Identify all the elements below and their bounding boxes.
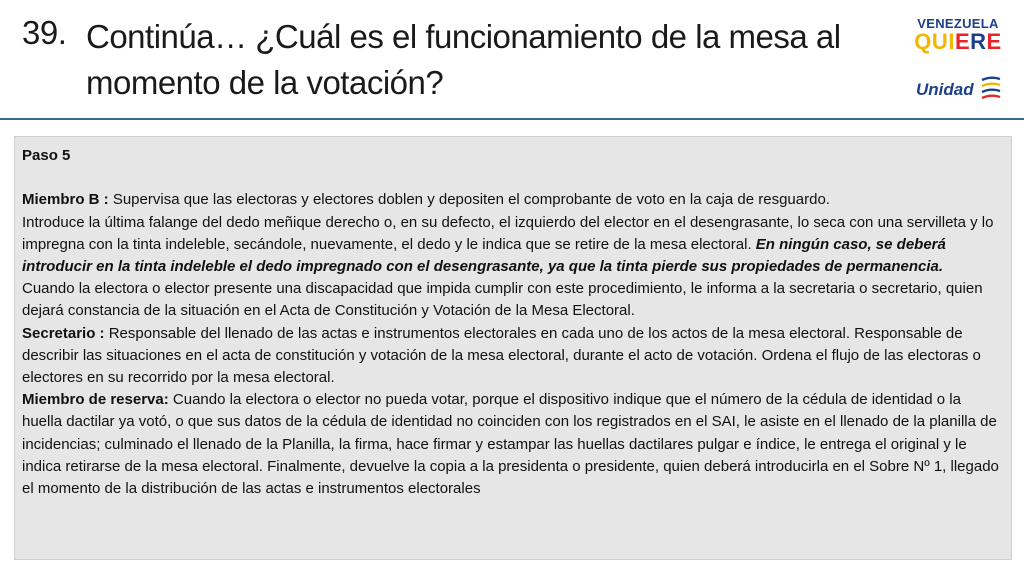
blank-line — [22, 167, 1004, 189]
logo-quiere-text: QUIERE — [914, 29, 1002, 54]
logo-venezuela-text: VENEZUELA — [917, 16, 999, 31]
content-box — [14, 136, 1012, 560]
step-heading: Paso 5 — [22, 147, 71, 164]
reserva-label: Miembro de reserva: — [22, 391, 169, 409]
logo-stripes-icon — [980, 76, 1002, 106]
venezuela-quiere-unidad-logo — [908, 16, 1008, 110]
reserva-paragraph — [22, 389, 1004, 500]
miembro-b-text: Supervisa que las electoras y electores doblen y depositen el comprobante de voto en la caja de resguardo. — [108, 191, 830, 209]
header-divider — [0, 118, 1024, 120]
slide-title: Continúa… ¿Cuál es el funcionamiento de la mesa al momento de la votación? — [86, 18, 841, 101]
secretario-paragraph — [22, 323, 1004, 390]
desengrasante-text: Introduce la última falange del dedo meñique derecho o, en su defecto, el izquierdo del elector en el desengrasante, lo seca con una servilleta y lo impregna con la tinta indeleble, secándole, nuevamente, el dedo y le indica que se retire de la mesa electoral. — [22, 213, 994, 253]
emphasis-warning: En ningún caso, se deberá introducir en la tinta indeleble el dedo impregnado con el desengrasante, ya que la tinta pierde sus propiedades de permanencia. — [22, 235, 946, 275]
miembro-b-paragraph — [22, 189, 1004, 211]
reserva-text: Cuando la electora o elector no pueda votar, porque el dispositivo indique que el número de la cédula de identidad o la huella dactilar ya votó, o que sus datos de la cédula de identidad no coinciden con los registrados en el SAI, le asiste en el llenado de la planilla de incidencias; culminado el llenado de la Planilla, la firma, hace firmar y estampar las huellas dactilares pulgar e índice, le entrega el original y le indica retirarse de la mesa electoral. Finalmente, devuelve la copia a la presidenta o presidente, quien deberá introducirla en el Sobre Nº 1, llegado el momento de la distribución de las actas e instrumentos electorales — [22, 391, 999, 498]
slide-title-number: 39. — [22, 14, 67, 51]
secretario-text: Responsable del llenado de las actas e instrumentos electorales en cada uno de los actos de la mesa electoral. Responsable de describir las situaciones en el acta de constitución y votación de la mesa electoral, durante el acto de votación. Ordena el flujo de las electoras o electores en su recorrido por la mesa electoral. — [22, 324, 981, 387]
discapacidad-paragraph: Cuando la electora o elector presente una discapacidad que impida cumplir con este procedimiento, le informa a la secretaria o secretario, quien dejará constancia de la situación en el Acta de Constitución y Votación de la Mesa Electoral. — [22, 280, 983, 320]
desengrasante-paragraph — [22, 212, 1004, 279]
logo-unidad-text: Unidad — [916, 80, 974, 99]
secretario-label: Secretario : — [22, 324, 105, 342]
miembro-b-label: Miembro B : — [22, 191, 109, 209]
